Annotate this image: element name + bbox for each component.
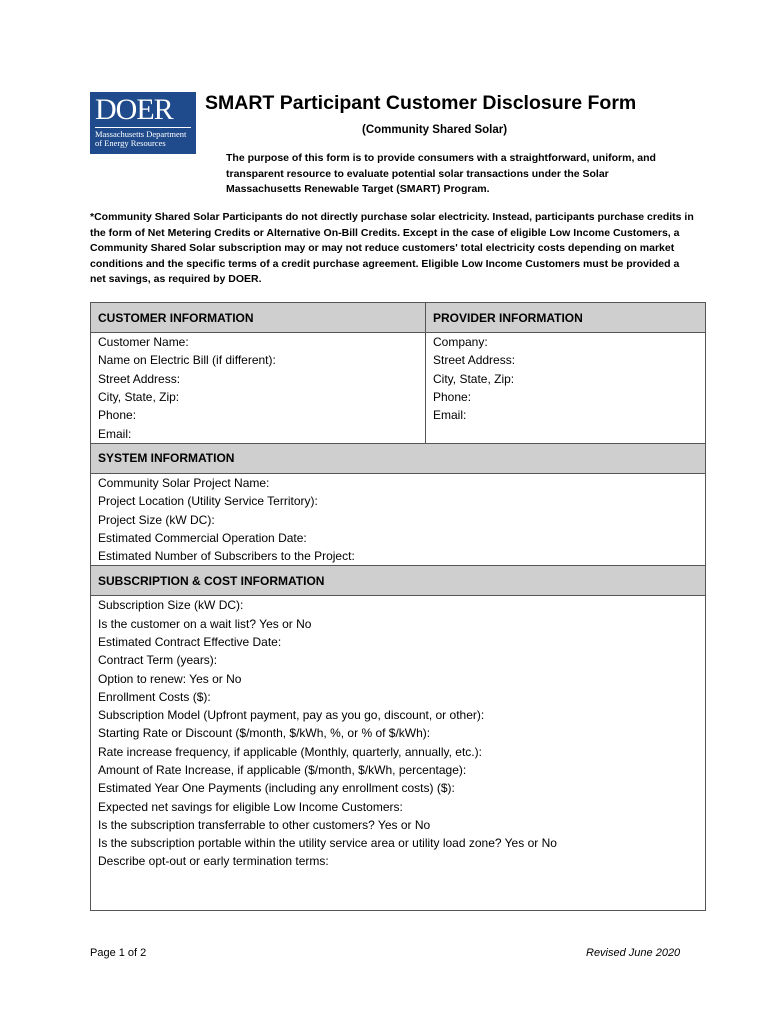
logo-mark: DOER [95,93,173,126]
page-number: Page 1 of 2 [90,947,147,959]
project-size-field[interactable]: Project Size (kW DC): [91,510,706,528]
logo-line-2: of Energy Resources [95,138,166,148]
contract-effective-date-field[interactable]: Estimated Contract Effective Date: [91,633,706,651]
project-location-field[interactable]: Project Location (Utility Service Territory): [91,492,706,510]
customer-phone-field[interactable]: Phone: [91,406,426,424]
form-row [91,370,706,388]
form-row [91,424,706,443]
form-subtitle: (Community Shared Solar) [362,124,508,136]
customer-email-field[interactable]: Email: [91,424,426,443]
low-income-savings-field[interactable]: Expected net savings for eligible Low Income Customers: [91,798,706,816]
provider-phone-field[interactable]: Phone: [426,388,706,406]
doer-logo [90,92,196,154]
provider-empty-cell [426,424,706,443]
disclosure-note: *Community Shared Solar Participants do not directly purchase solar electricity. Instead, participants purchase credits in the form of Net Metering Credits or Alternative On-Bill Credits. Except in the case of eligible Low Income Customers, a Community Shared Solar subscription may or may not reduce customers' total electricity costs depending on market conditions and the specific terms of a credit purchase agreement. Eligible Low Income Customers must be provided a net savings, as required by DOER. [90,211,694,285]
subscription-cost-heading: SUBSCRIPTION & COST INFORMATION [91,566,706,596]
starting-rate-field[interactable]: Starting Rate or Discount ($/month, $/kWh, %, or % of $/kWh): [91,724,706,742]
commercial-operation-date-field[interactable]: Estimated Commercial Operation Date: [91,529,706,547]
revision-date: Revised June 2020 [586,947,681,959]
customer-information-heading: CUSTOMER INFORMATION [91,303,426,333]
logo-line-1: Massachusetts Department [95,129,187,139]
opt-out-terms-field[interactable]: Describe opt-out or early termination terms: [91,852,706,911]
transferrable-field[interactable]: Is the subscription transferrable to other customers? Yes or No [91,816,706,834]
name-on-bill-field[interactable]: Name on Electric Bill (if different): [91,351,426,369]
enrollment-costs-field[interactable]: Enrollment Costs ($): [91,688,706,706]
logo-subtitle [95,127,191,148]
customer-city-state-zip-field[interactable]: City, State, Zip: [91,388,426,406]
system-information-heading: SYSTEM INFORMATION [91,443,706,473]
section-header-row [91,566,706,596]
disclosure-form-table [90,302,706,911]
provider-company-field[interactable]: Company: [426,333,706,352]
provider-city-state-zip-field[interactable]: City, State, Zip: [426,370,706,388]
section-header-row [91,303,706,333]
rate-increase-frequency-field[interactable]: Rate increase frequency, if applicable (Monthly, quarterly, annually, etc.): [91,743,706,761]
provider-information-heading: PROVIDER INFORMATION [426,303,706,333]
provider-email-field[interactable]: Email: [426,406,706,424]
rate-increase-amount-field[interactable]: Amount of Rate Increase, if applicable ($/month, $/kWh, percentage): [91,761,706,779]
portable-field[interactable]: Is the subscription portable within the utility service area or utility load zone? Yes or No [91,834,706,852]
section-header-row [91,443,706,473]
purpose-statement: The purpose of this form is to provide consumers with a straightforward, uniform, and transparent resource to evaluate potential solar transactions under the Solar Massachusetts Renewable Target (SMART) Program. [226,152,656,195]
option-to-renew-field[interactable]: Option to renew: Yes or No [91,669,706,687]
year-one-payments-field[interactable]: Estimated Year One Payments (including any enrollment costs) ($): [91,779,706,797]
contract-term-field[interactable]: Contract Term (years): [91,651,706,669]
form-row [91,406,706,424]
number-of-subscribers-field[interactable]: Estimated Number of Subscribers to the Project: [91,547,706,566]
form-title: SMART Participant Customer Disclosure Form [205,92,637,114]
subscription-model-field[interactable]: Subscription Model (Upfront payment, pay as you go, discount, or other): [91,706,706,724]
wait-list-field[interactable]: Is the customer on a wait list? Yes or No [91,615,706,633]
provider-street-address-field[interactable]: Street Address: [426,351,706,369]
form-row [91,333,706,352]
form-row [91,351,706,369]
form-row [91,388,706,406]
customer-name-field[interactable]: Customer Name: [91,333,426,352]
subscription-size-field[interactable]: Subscription Size (kW DC): [91,596,706,615]
project-name-field[interactable]: Community Solar Project Name: [91,473,706,492]
customer-street-address-field[interactable]: Street Address: [91,370,426,388]
